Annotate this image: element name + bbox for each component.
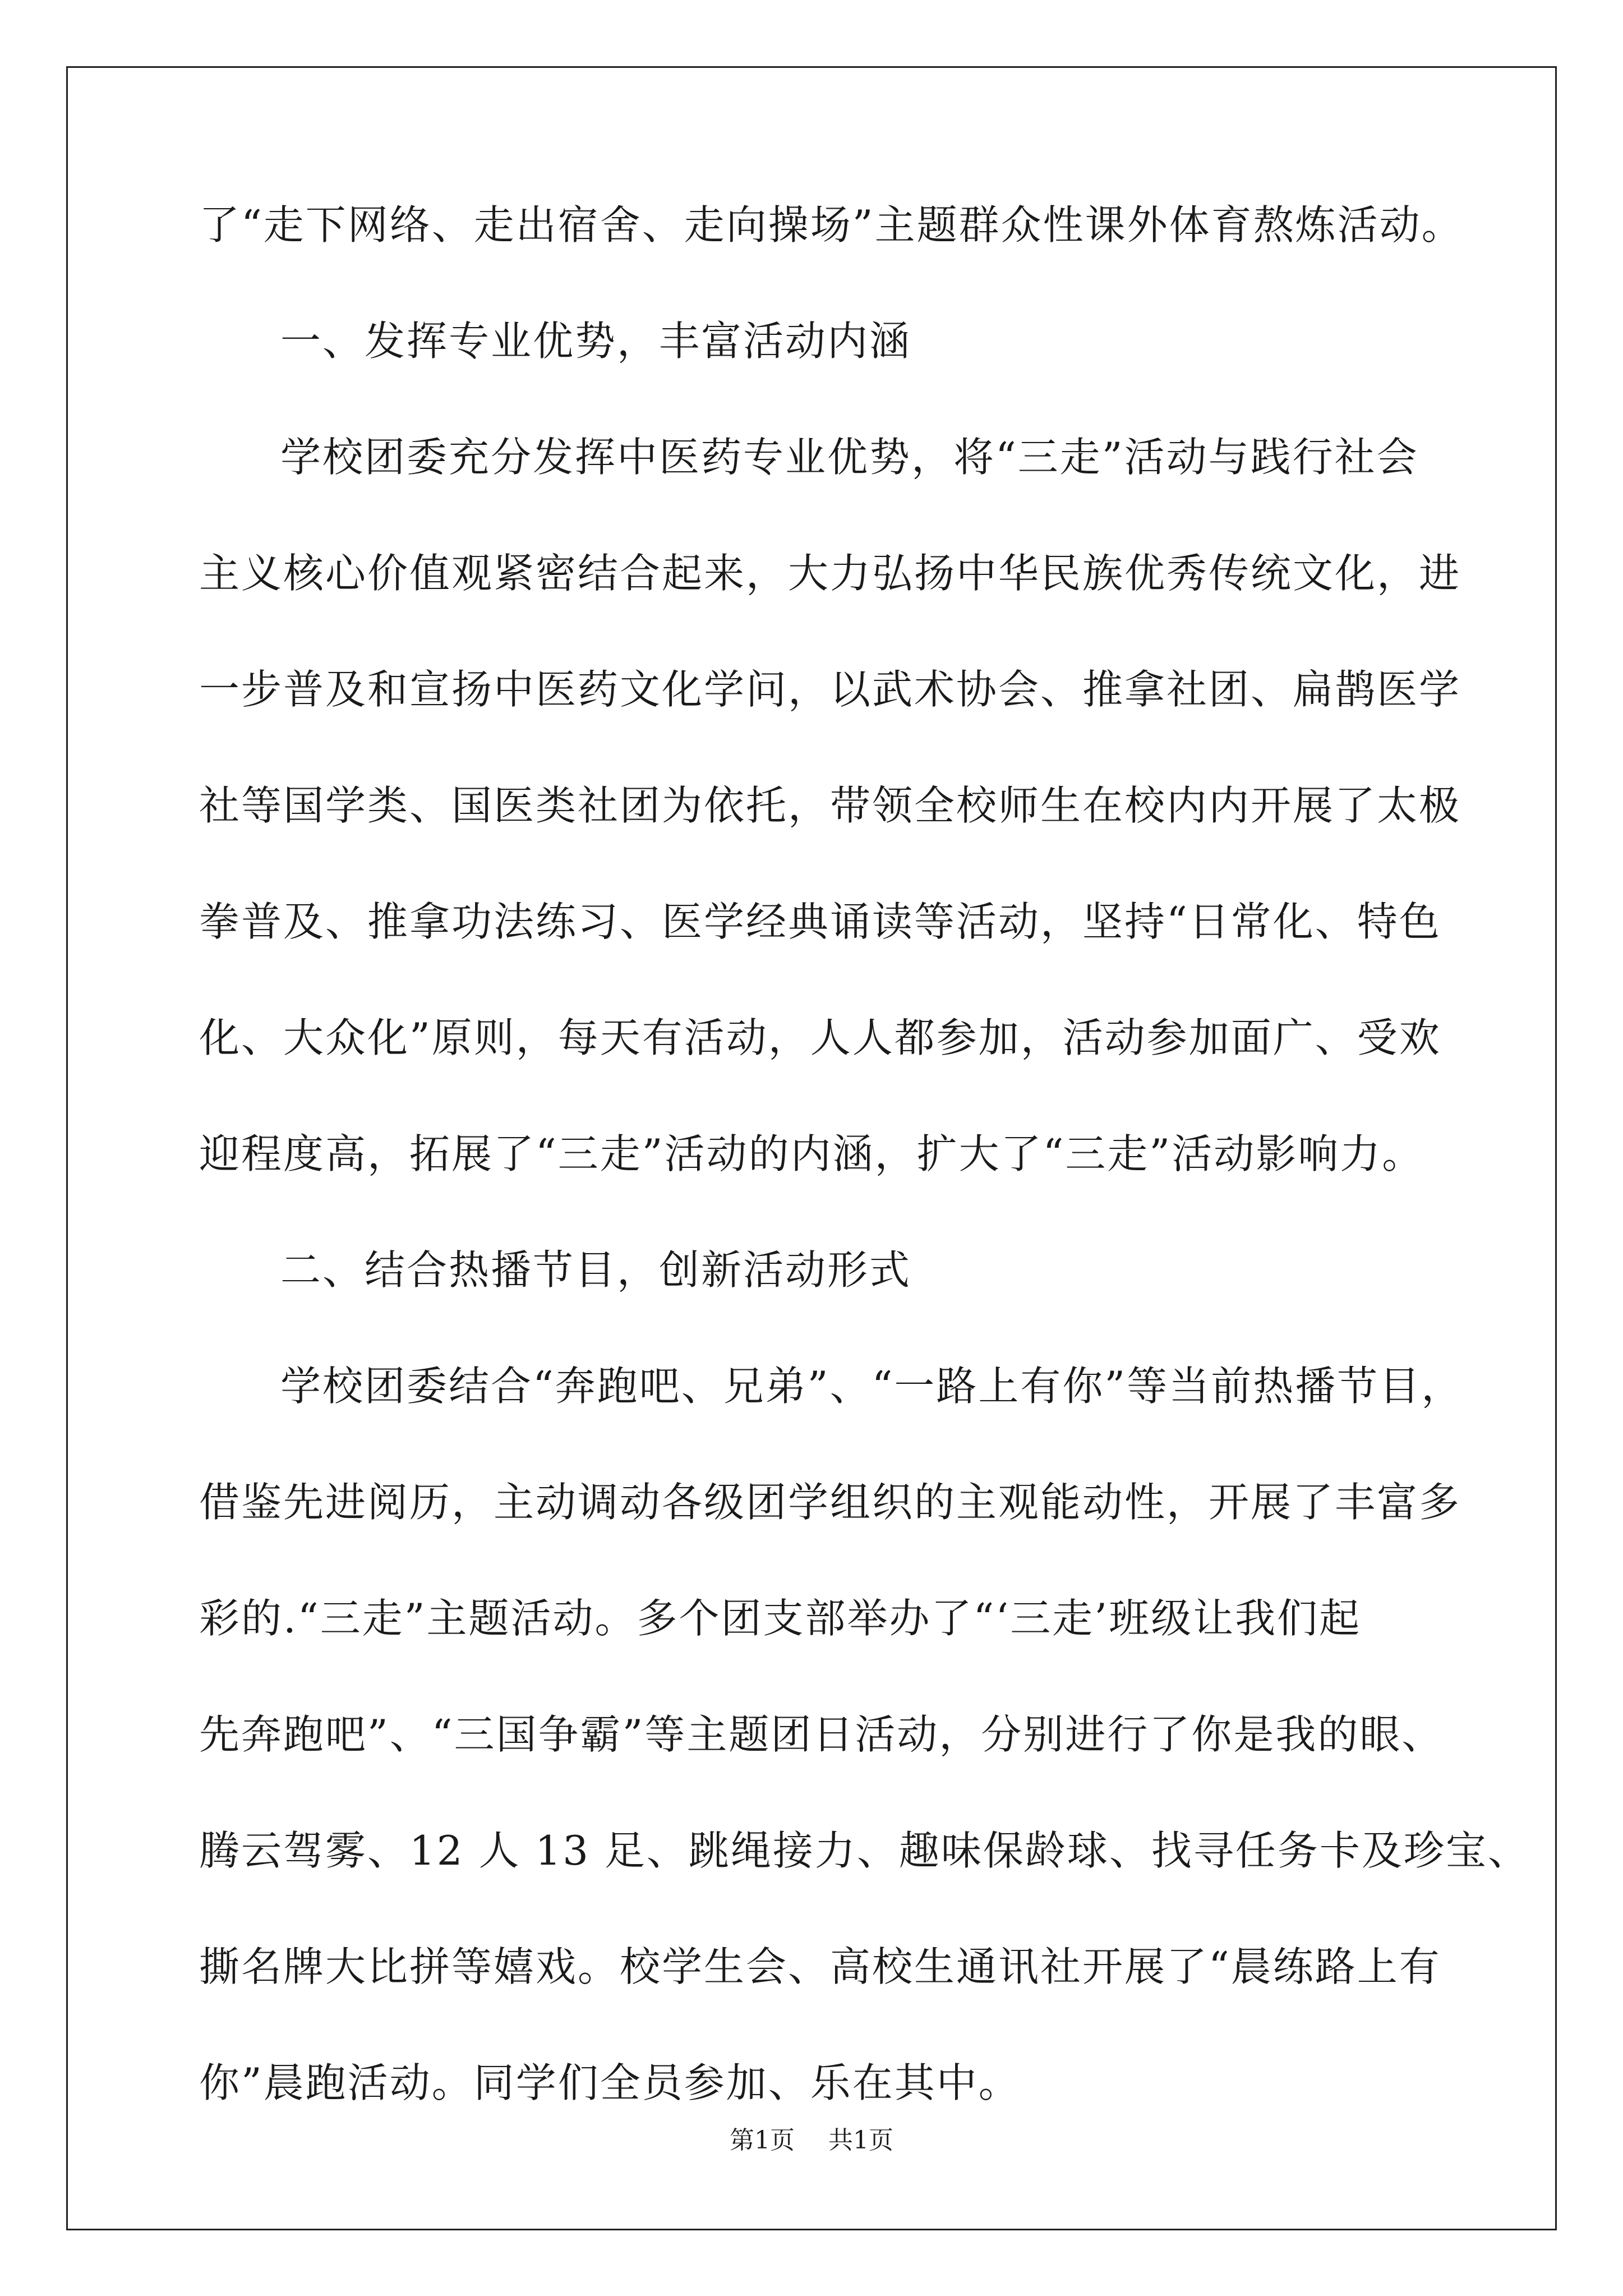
page-footer: [0, 2128, 1623, 2153]
body-line-15: 腾云驾雾、12 人 13 足、跳绳接力、趣味保龄球、找寻任务卡及珍宝、: [199, 1827, 1530, 1874]
body-line-13: 彩的.“三走”主题活动。多个团支部举办了“‘三走’班级让我们起: [199, 1595, 1362, 1642]
body-line-11: 学校团委结合“奔跑吧、兄弟”、“一路上有你”等当前热播节目，: [280, 1363, 1464, 1410]
section-heading-2: 二、结合热播节目，创新活动形式: [280, 1246, 912, 1294]
section-heading-1: 一、发挥专业优势，丰富活动内涵: [280, 318, 912, 365]
document-body: [199, 201, 1530, 2179]
body-line-4: 主义核心价值观紧密结合起来，大力弘扬中华民族优秀传统文化，进: [199, 550, 1461, 597]
body-line-9: 迎程度高，拓展了“三走”活动的内涵，扩大了“三走”活动影响力。: [199, 1130, 1424, 1177]
body-line-6: 社等国学类、国医类社团为依托，带领全校师生在校内内开展了太极: [199, 782, 1461, 829]
body-line-16: 撕名牌大比拼等嬉戏。校学生会、高校生通讯社开展了“晨练路上有: [199, 1943, 1441, 1990]
body-line-5: 一步普及和宣扬中医药文化学问，以武术协会、推拿社团、扁鹊医学: [199, 666, 1461, 713]
page-number-current: 第1页: [730, 2126, 795, 2155]
body-line-1: 了“走下网络、走出宿舍、走向操场”主题群众性课外体育熬炼活动。: [199, 201, 1464, 249]
page-number-total: 共1页: [828, 2126, 893, 2155]
body-line-12: 借鉴先进阅历，主动调动各级团学组织的主观能动性，开展了丰富多: [199, 1479, 1461, 1526]
body-line-14: 先奔跑吧”、“三国争霸”等主题团日活动，分别进行了你是我的眼、: [199, 1711, 1444, 1758]
body-line-17: 你”晨跑活动。同学们全员参加、乐在其中。: [199, 2059, 1021, 2106]
body-line-3: 学校团委充分发挥中医药专业优势，将“三走”活动与践行社会: [280, 434, 1419, 481]
body-line-7: 拳普及、推拿功法练习、医学经典诵读等活动，坚持“日常化、特色: [199, 898, 1441, 945]
body-line-8: 化、大众化”原则，每天有活动，人人都参加，活动参加面广、受欢: [199, 1014, 1441, 1061]
